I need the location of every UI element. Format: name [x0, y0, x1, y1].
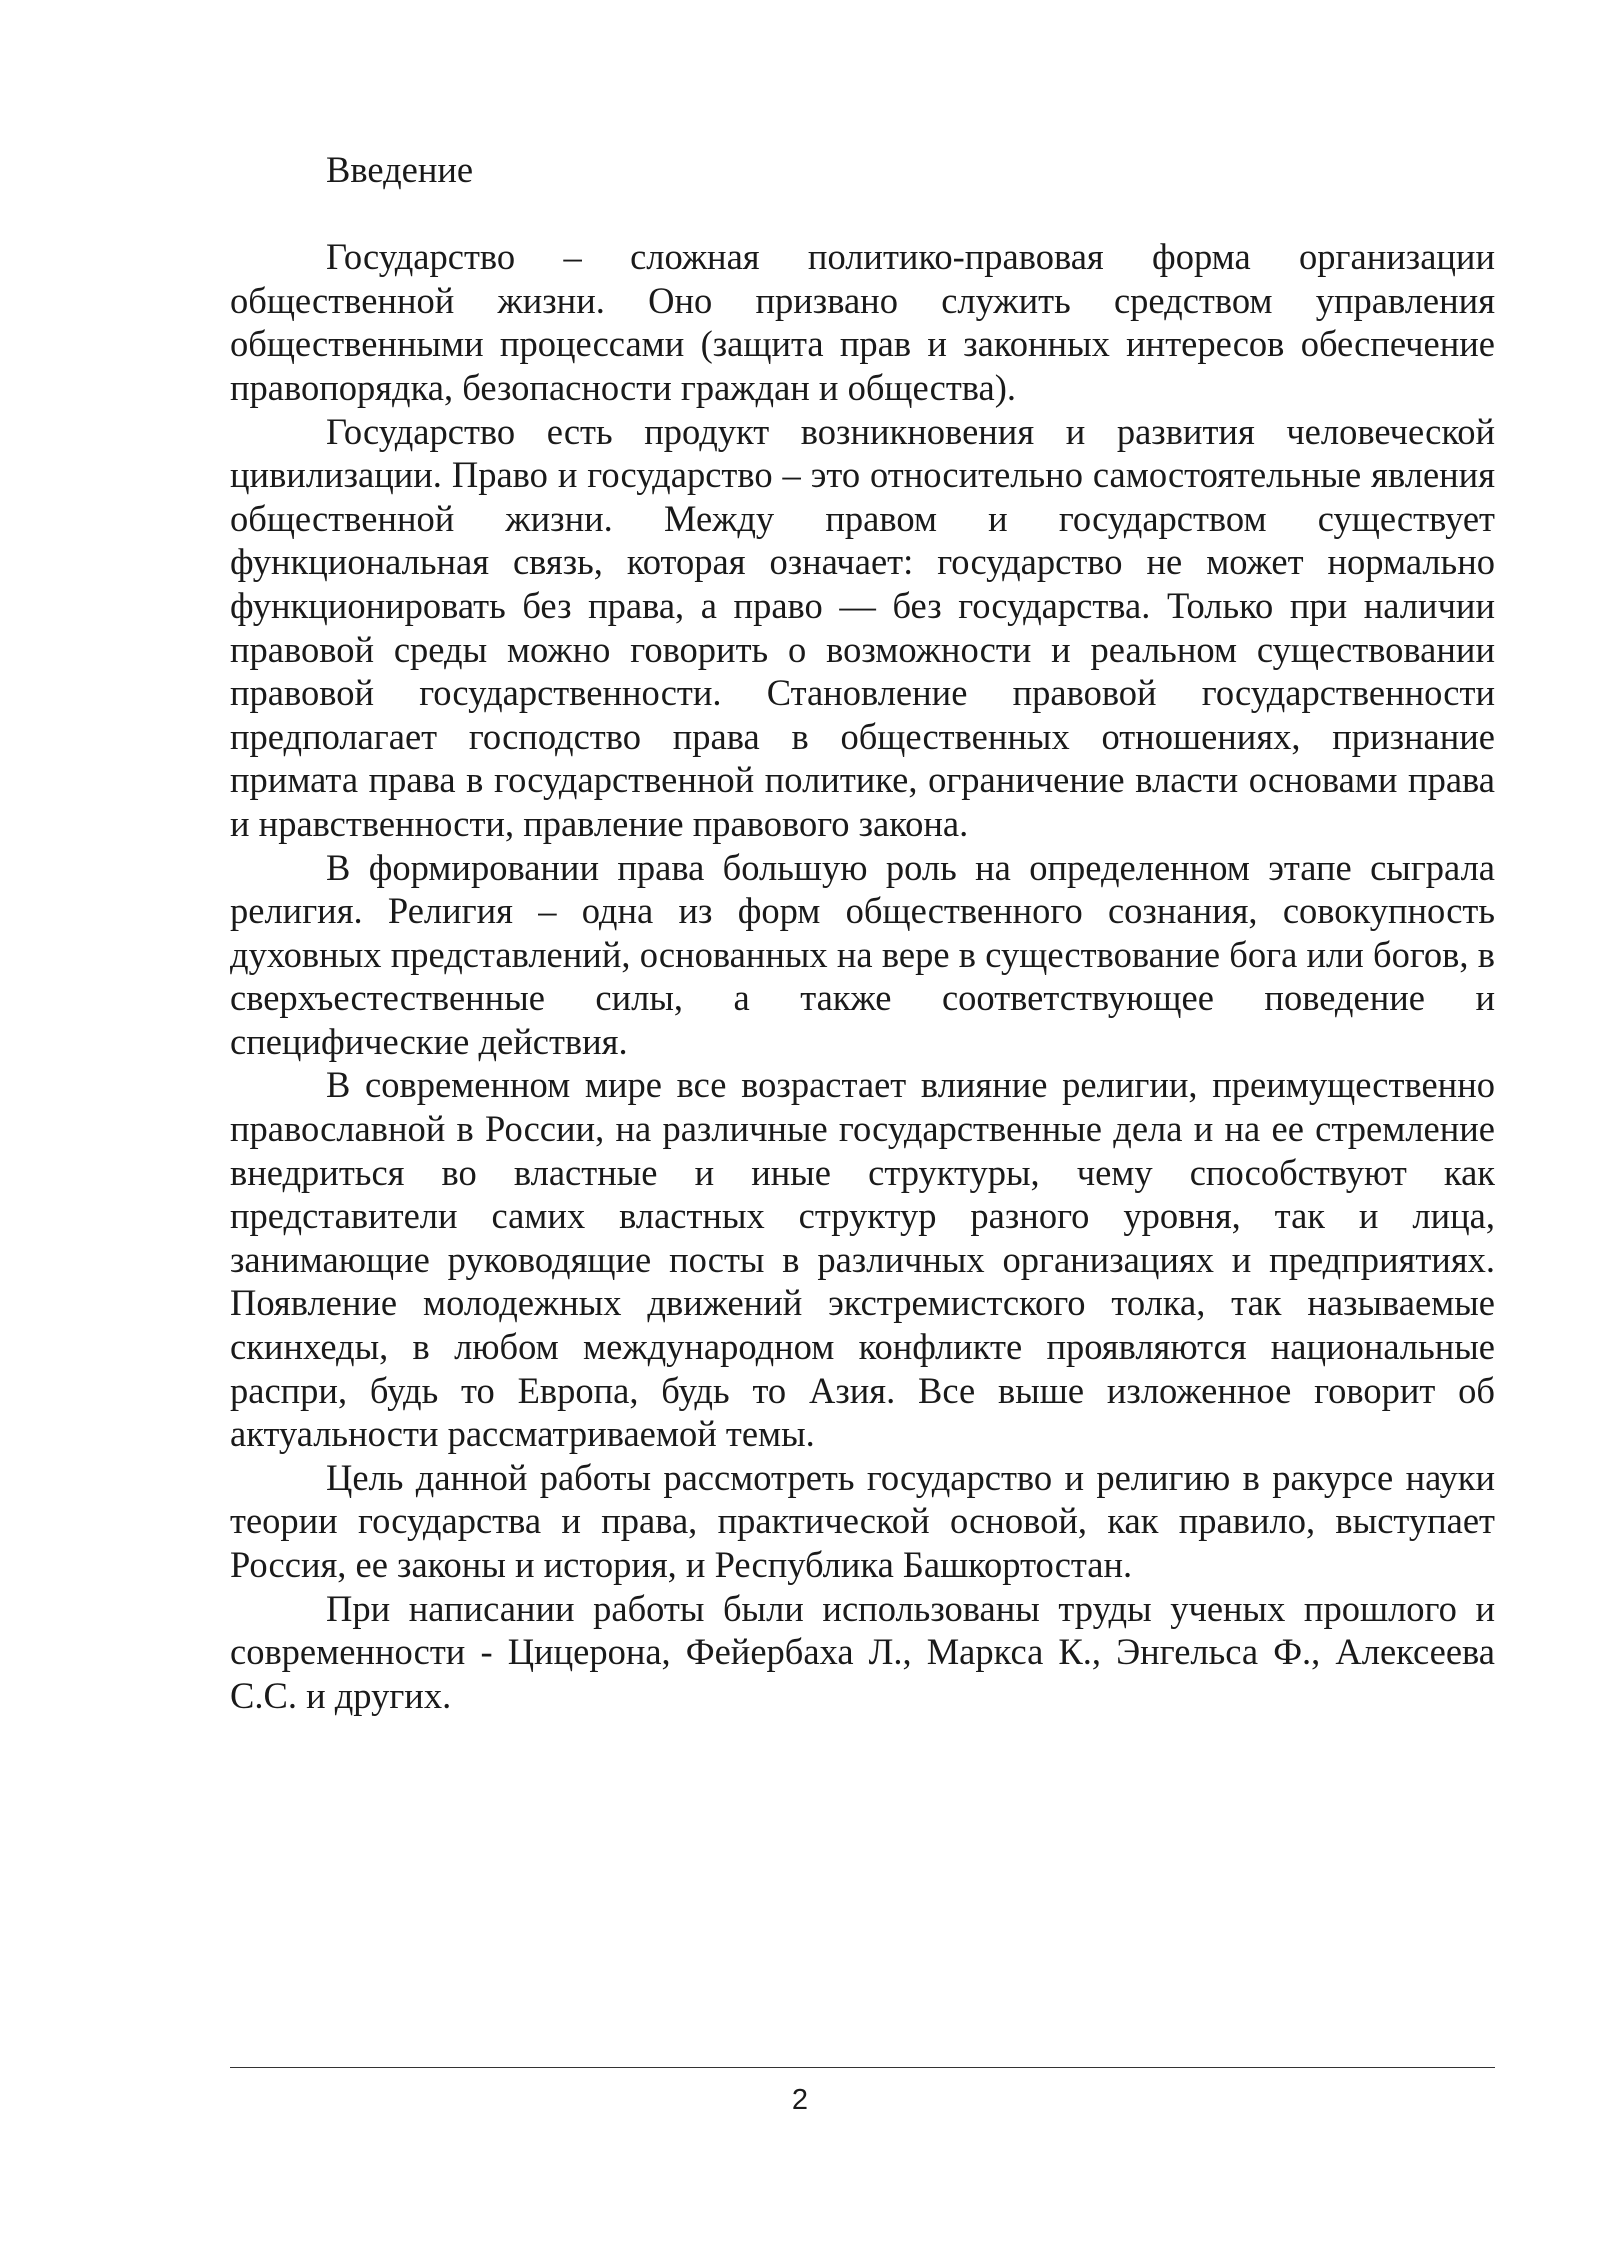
paragraph-5: Цель данной работы рассмотреть государство и религию в ракурсе науки теории государства и права, практической основой, как правило, выступает Россия, ее законы и история, и Республика Башкортостан. [230, 1456, 1495, 1585]
paragraph-6: При написании работы были использованы труды ученых прошлого и современности - Цицерона, Фейербаха Л., Маркса К., Энгельса Ф., Алексеева С.С. и других. [230, 1587, 1495, 1716]
page-content [230, 148, 1495, 1717]
footer-divider [230, 2067, 1495, 2068]
paragraph-1: Государство – сложная политико-правовая форма организации общественной жизни. Оно призвано служить средством управления общественными процессами (защита прав и законных интересов обеспечение правопорядка, безопасности граждан и общества). [230, 236, 1495, 408]
paragraph-4: В современном мире все возрастает влияние религии, преимущественно православной в России, на различные государственные дела и на ее стремление внедриться во властные и иные структуры, чему способствуют как представители самих властных структур разного уровня, так и лица, занимающие руководящие посты в различных организациях и предприятиях. Появление молодежных движений экстремистского толка, так называемые скинхеды, в любом международном конфликте проявляются национальные распри, будь то Европа, будь то Азия. Все выше изложенное говорит об актуальности рассматриваемой темы. [230, 1064, 1495, 1455]
section-heading: Введение [326, 149, 474, 190]
paragraph-3: В формировании права большую роль на определенном этапе сыграла религия. Религия – одна из форм общественного сознания, совокупность духовных представлений, основанных на вере в существование бога или богов, в сверхъестественные силы, а также соответствующее поведение и специфические действия. [230, 846, 1495, 1062]
paragraph-2: Государство есть продукт возникновения и развития человеческой цивилизации. Право и государство – это относительно самостоятельные явления общественной жизни. Между правом и государством существует функциональная связь, которая означает: государство не может нормально функционировать без права, а право — без государства. Только при наличии правовой среды можно говорить о возможности и реальном существовании правовой государственности. Становление правовой государственности предполагает господство права в общественных отношениях, признание примата права в государственной политике, ограничение власти основами права и нравственности, правление правового закона. [230, 410, 1495, 844]
page-number: 2 [791, 2084, 809, 2116]
body-text [230, 235, 1495, 1717]
